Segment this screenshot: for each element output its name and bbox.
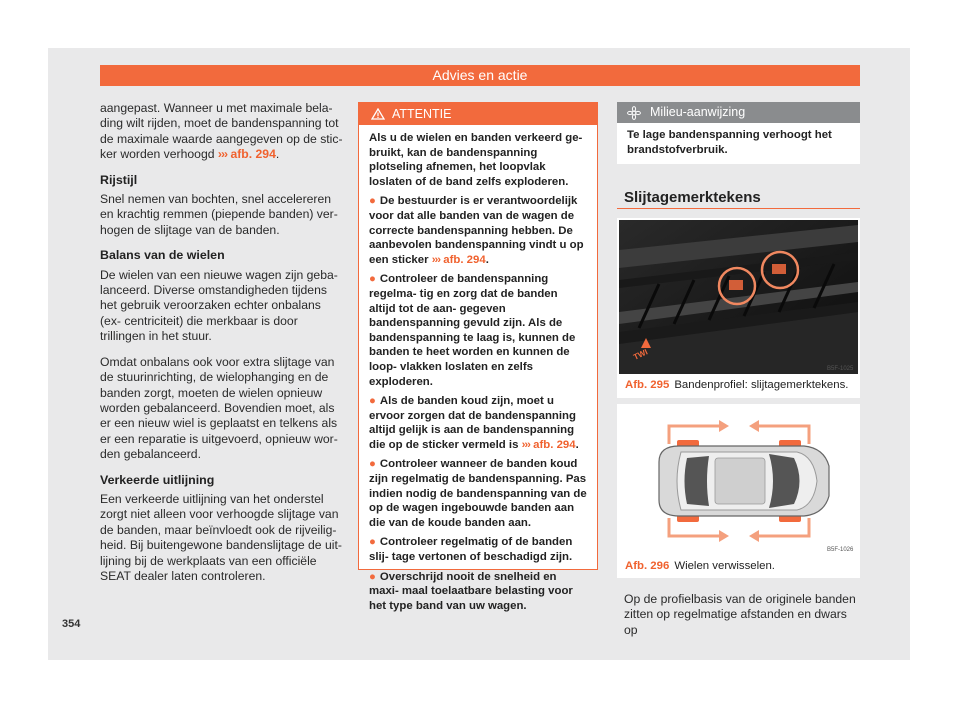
bullet-icon: ● [369,395,376,408]
paragraph-text: aangepast. Wanneer u met maximale bela- ding wilt rijden, moet de bandenspanning tot de maximale waarde aangegeven op de stic- ker worden verhoogd [100,101,343,162]
environment-note-header [617,102,860,123]
figure-link[interactable]: afb. 294 [230,147,276,162]
reference-arrows: ››› [431,253,441,266]
page-number: 354 [62,618,81,630]
environment-note-text: Te lage bandenspanning verhoogt het brandstofverbruik. [627,129,832,156]
right-column-text: Op de profielbasis van de originele banden zitten op regelmatige afstanden en dwars op [624,592,856,637]
wheel-rotation-diagram [619,406,858,556]
figure-code: B5F-1025 [827,366,854,372]
paragraph-intro [100,101,345,163]
figure-caption-text: Wielen verwisselen. [674,560,775,572]
warning-item-text: Controleer regelmatig of de banden slij- tage vertonen of beschadigd zijn. [369,536,573,564]
warning-item [369,272,587,389]
bullet-icon: ● [369,458,376,471]
punctuation: . [275,147,280,162]
figure-296 [617,404,860,578]
warning-intro: Als u de wielen en banden verkeerd ge- bruikt, kan de bandenspanning plotseling afnemen, het loopvlak loslaten of de band zelfs exploderen. [369,132,583,188]
figure-caption [625,560,775,572]
paragraph-uitlijning: Een verkeerde uitlijning van het onderstel zorgt niet alleen voor verhoogde slijtage van de banden, maar beïnvloedt ook de rijveilig- heid. Bij buitengewone bandenslijtage de uit- lijning bij de werkplaats van een officiële SEAT dealer laten controleren. [100,491,342,583]
figure-caption [625,379,848,391]
figure-caption-text: Bandenprofiel: slijtagemerktekens. [674,379,849,391]
figure-295 [617,218,860,398]
reference-arrows: ››› [521,438,530,451]
environment-note-box [617,102,860,164]
figure-number: Afb. 296 [625,560,670,572]
warning-item-text: Controleer de bandenspanning regelma- tig en zorg dat de banden altijd tot de aan- gegeven bandenspanning gevuld zijn. Als de bandenspanning te laag is, kunnen de banden te heet worden en kunnen de loop- vlakken loslaten en zelfs exploderen. [369,273,576,388]
warning-item [369,570,587,614]
warning-item-text: Controleer wanneer de banden koud zijn regelmatig de bandenspanning. Pas indien nodig de bandenspanning van de op de wagen ingebouwde banden aan die van de koude banden aan. [369,458,587,529]
bullet-icon: ● [369,570,376,583]
warning-box [358,102,598,612]
warning-item-text: Overschrijd nooit de snelheid en maxi- maal toelaatbare belasting voor het type band van uw wagen. [369,570,573,612]
bullet-icon: ● [369,273,376,286]
section-title: Slijtagemerktekens [624,189,761,206]
heading-rijstijl: Rijstijl [100,172,138,187]
paragraph-balans-2: Omdat onbalans ook voor extra slijtage van de stuurinrichting, de wielophanging en de banden zorgt, moeten de wielen opnieuw worden gebalanceerd. Bovendien moet, als er een nieuw wiel is geplaatst en telkens als er een reparatie is uitgevoerd, opnieuw wor- den gebalanceerd. [100,354,338,462]
figure-number: Afb. 295 [625,379,670,391]
environment-note-title: Milieu-aanwijzing [650,105,746,119]
environment-flower-icon [627,106,641,120]
figure-code: B5F-1026 [827,547,854,553]
section-divider [617,208,860,209]
bullet-icon: ● [369,536,376,549]
figure-link[interactable]: afb. 294 [533,438,576,451]
punctuation: . [485,253,489,266]
warning-title: ATTENTIE [392,107,452,121]
punctuation: . [575,438,579,451]
warning-item [369,194,587,267]
twi-marking: TWI [632,347,650,362]
section-header: Advies en actie [100,65,860,86]
warning-item-text: De bestuurder is er verantwoordelijk voor dat alle banden van de wagen de correcte bandenspanning hebben. De aanbevolen bandenspanning vindt u op een sticker [369,195,584,266]
warning-item [369,394,587,452]
warning-item-text: Als de banden koud zijn, moet u ervoor zorgen dat de bandenspanning altijd gelijk is aan de bandenspanning die op de sticker vermeld is [369,395,576,451]
bullet-icon: ● [369,195,376,208]
paragraph-rijstijl: Snel nemen van bochten, snel accelereren en krachtig remmen (piepende banden) ver- hogen de slijtage van de banden. [100,192,338,237]
warning-item [369,457,587,530]
left-column [100,101,345,594]
tyre-tread-photo [619,220,858,374]
warning-triangle-icon [371,108,385,120]
reference-arrows: ››› [217,147,228,162]
warning-header [359,103,597,125]
warning-body [359,125,597,613]
heading-uitlijning: Verkeerde uitlijning [100,472,215,487]
heading-balans: Balans van de wielen [100,248,225,263]
figure-link[interactable]: afb. 294 [443,253,486,266]
warning-item [369,535,587,564]
paragraph-balans-1: De wielen van een nieuwe wagen zijn geba- lanceerd. Diverse omstandigheden tijdens het gebruik veroorzaken echter onbalans (ex- centriciteit) die merkbaar is door trillingen in het stuur. [100,267,338,344]
